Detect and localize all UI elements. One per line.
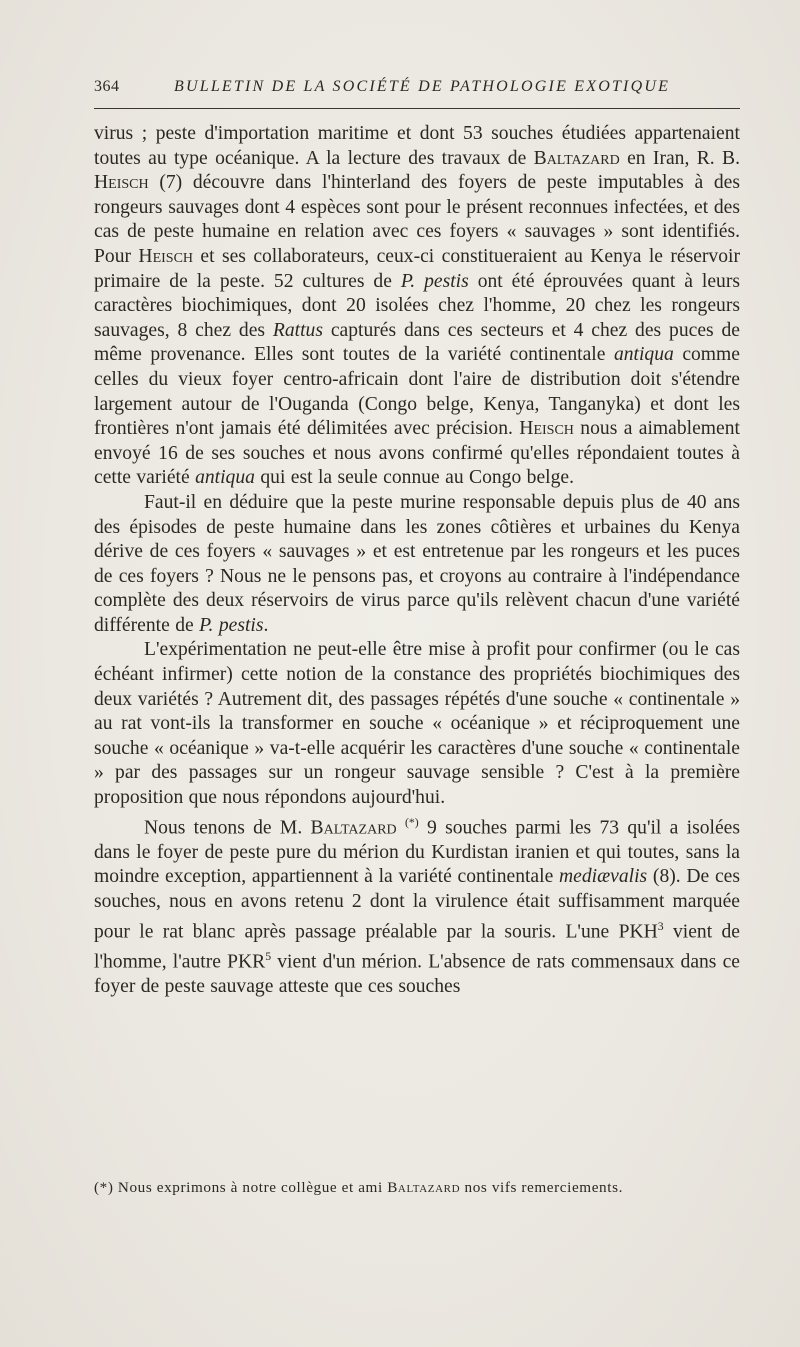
- text-run: virus ; peste d'importation maritime et dont 53 souches étudiées appartenaient toutes au type océanique. A la lecture des travaux de: [94, 123, 740, 169]
- text-run: (7) découvre dans l'hinterland des foyers de peste imputables à des rongeurs sauvages dont 4 espèces sont pour le présent reconnues infectées, et des cas de peste humaine en relation avec ces foyers « sauvages » sont identifiés. Pour: [94, 172, 740, 267]
- author-name: Heisch: [138, 245, 194, 267]
- italic-term: antiqua: [195, 467, 255, 489]
- superscript: (*): [404, 815, 419, 829]
- text-run: capturés dans ces secteurs et 4 chez des puces de même provenance. Elles sont toutes de la variété continentale: [94, 319, 740, 366]
- paragraph-murine-plague: [94, 491, 740, 639]
- text-run: (8). De ces souches, nous en avons retenu 2 dont la virulence était suffisamment marquée pour le rat blanc après passage préalable par la souris. L'une PKH: [94, 866, 740, 943]
- italic-term: antiqua: [613, 344, 674, 366]
- footnote: [94, 1178, 740, 1197]
- text-run: nous a aimablement envoyé 16 de ses souches et nous avons confirmé qu'elles répondaient toutes à cette variété: [94, 418, 740, 489]
- text-run: et ses collaborateurs, ceux-ci constitueraient au Kenya le réservoir primaire de la peste. 52 cultures de: [94, 245, 740, 292]
- text-run: Faut-il en déduire que la peste murine responsable depuis plus de 40 ans des épisodes de peste humaine dans les zones côtières et urbaines du Kenya dérive de ces foyers « sauvages » et est entretenue par les rongeurs et les puces de ces foyers ? Nous ne le pensons pas, et croyons au contraire à l'indépendance complète des deux réservoirs de virus parce qu'ils relèvent chacun d'une variété différente de: [94, 491, 740, 636]
- paragraph-experimentation: [94, 638, 740, 810]
- text-run: comme celles du vieux foyer centro-africain dont l'aire de distribution doit s'étendre largement autour de l'Ouganda (Congo belge, Kenya, Tanganyka) et dont les frontières n'ont jamais été délimitées avec précision.: [94, 344, 740, 440]
- italic-term: Rattus: [272, 319, 323, 341]
- italic-term: P. pestis: [199, 614, 264, 636]
- text-run: .: [263, 614, 269, 636]
- text-run: nos vifs remerciements.: [460, 1179, 623, 1196]
- header-rule: [94, 108, 740, 109]
- author-name: Baltazard: [533, 147, 620, 169]
- superscript: 5: [265, 949, 272, 963]
- text-run: vient d'un mérion. L'absence de rats commensaux dans ce foyer de peste sauvage atteste que ces souches: [94, 951, 740, 997]
- italic-term: P. pestis: [400, 270, 469, 292]
- text-run: [397, 817, 405, 838]
- italic-term: mediævalis: [559, 866, 648, 888]
- text-run: en Iran, R. B.: [619, 147, 740, 169]
- paragraph-baltazard-strains: [94, 811, 740, 1000]
- author-name: Baltazard: [387, 1179, 461, 1196]
- text-run: Nous tenons de M.: [144, 817, 311, 839]
- paragraph-continuation: [94, 122, 740, 491]
- running-title: BULLETIN DE LA SOCIÉTÉ DE PATHOLOGIE EXOTIQUE: [174, 78, 671, 95]
- body-text: [94, 122, 740, 999]
- text-run: 9 souches parmi les 73 qu'il a isolées dans le foyer de peste pure du mérion du Kurdistan iranien et qui toutes, sans la moindre exception, appartiennent à la variété continentale: [94, 817, 741, 888]
- text-run: qui est la seule connue au Congo belge.: [254, 467, 575, 489]
- text-run: ont été éprouvées quant à leurs caractères biochimiques, dont 20 isolées chez l'homme, 20 chez les rongeurs sauvages, 8 chez des: [94, 270, 741, 341]
- author-name: Heisch: [94, 172, 149, 194]
- superscript: 3: [657, 919, 664, 933]
- text-run: L'expérimentation ne peut-elle être mise à profit pour confirmer (ou le cas échéant infirmer) cette notion de la constance des propriétés biochimiques des deux variétés ? Autrement dit, des passages répétés d'une souche « continentale » au rat vont-ils la transformer en souche « océanique » et réciproquement une souche « océanique » va-t-elle acquérir les caractères d'une souche « continentale » par des passages sur un rongeur sauvage sensible ? C'est à la première proposition que nous répondons aujourd'hui.: [94, 639, 740, 809]
- author-name: Baltazard: [310, 817, 397, 839]
- page-header: [94, 78, 740, 102]
- page-number: 364: [94, 78, 120, 95]
- author-name: Heisch: [519, 418, 574, 440]
- text-run: vient de l'homme, l'autre PKR: [94, 921, 740, 973]
- text-run: (*) Nous exprimons à notre collègue et ami: [94, 1179, 388, 1196]
